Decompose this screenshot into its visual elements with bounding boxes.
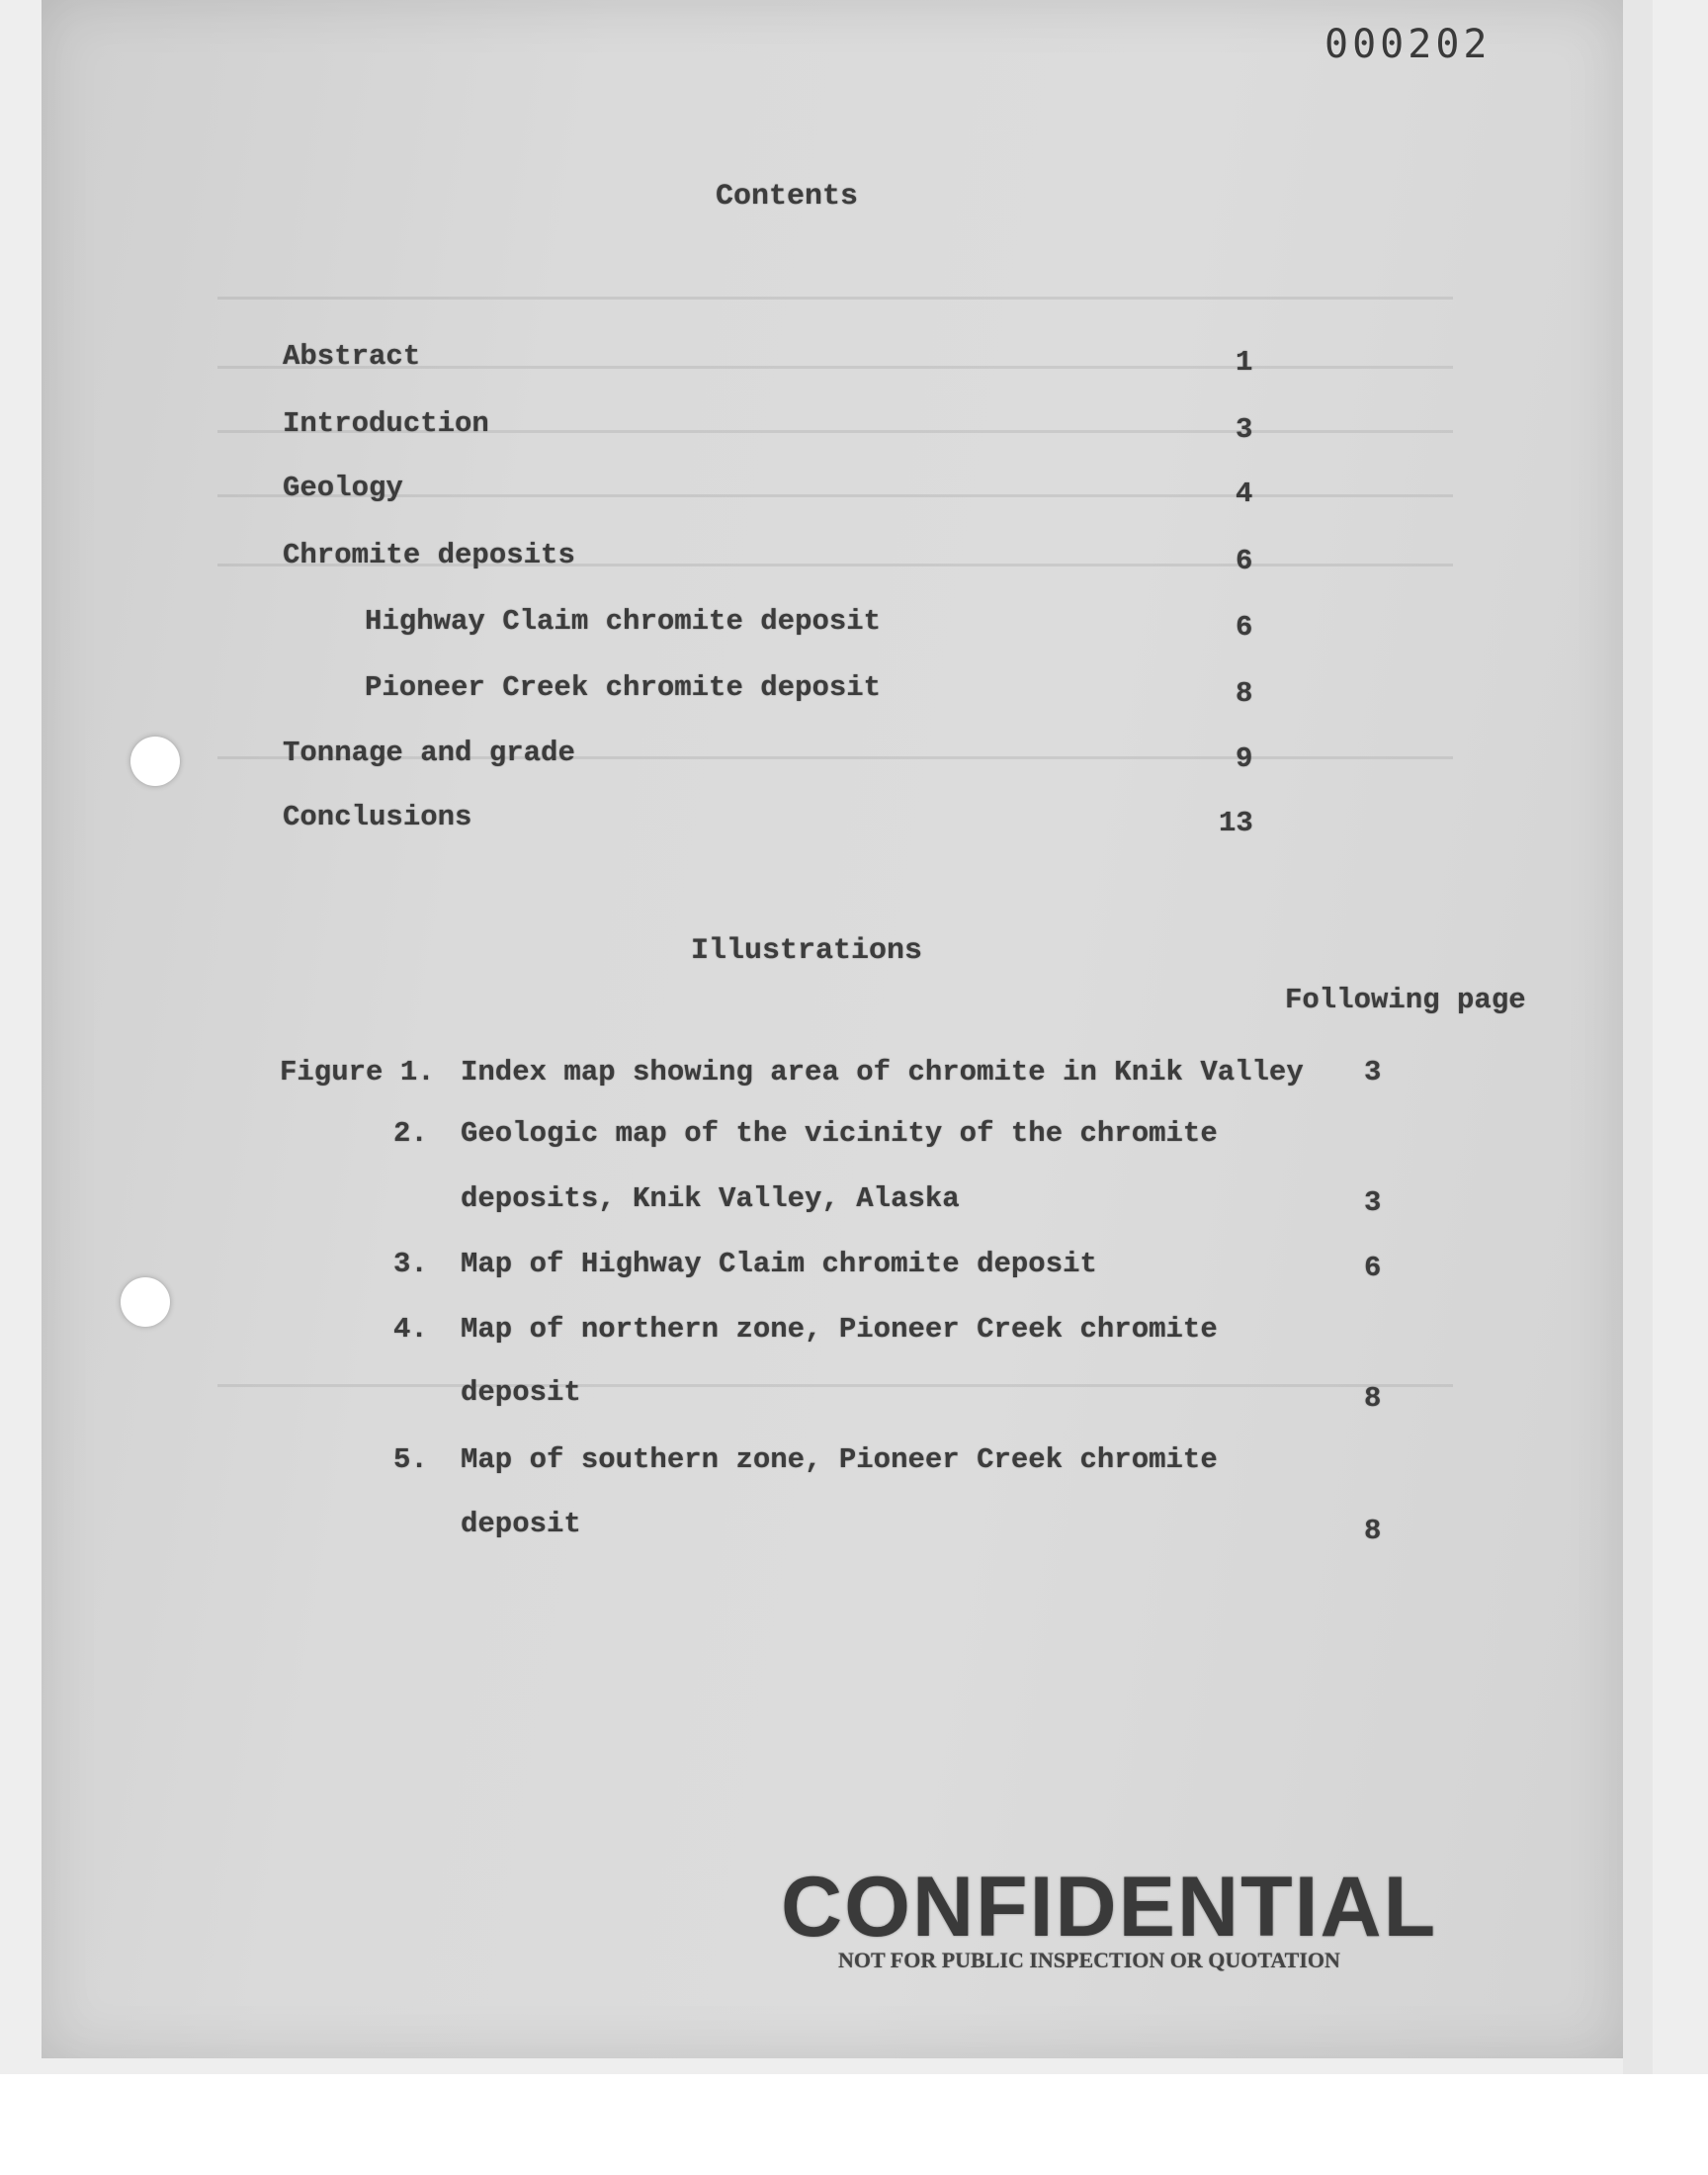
figure-caption: Map of southern zone, Pioneer Creek chromite <box>461 1443 1218 1476</box>
figure-page: 3 <box>1364 1056 1382 1088</box>
contents-entry-page: 8 <box>1236 677 1253 710</box>
figure-label: 2. <box>393 1117 428 1150</box>
contents-entry-title: Abstract <box>283 340 421 373</box>
contents-entry-title: Conclusions <box>283 801 472 833</box>
document-page <box>42 0 1623 2058</box>
contents-entry-title: Tonnage and grade <box>283 737 575 769</box>
figure-page: 6 <box>1364 1252 1382 1284</box>
figure-caption-continued: deposit <box>461 1376 581 1409</box>
confidential-stamp: CONFIDENTIAL <box>781 1860 1438 1955</box>
illustrations-heading: Illustrations <box>691 934 923 968</box>
following-page-label: Following page <box>1285 984 1526 1016</box>
contents-entry-title: Chromite deposits <box>283 539 575 571</box>
contents-entry-page: 1 <box>1236 346 1253 379</box>
figure-caption: Map of northern zone, Pioneer Creek chromite <box>461 1313 1218 1346</box>
figure-label: Figure 1. <box>280 1056 435 1088</box>
contents-subentry-title: Highway Claim chromite deposit <box>365 605 882 638</box>
bleed-through-line <box>217 297 1453 300</box>
contents-entry-page: 4 <box>1236 478 1253 510</box>
confidential-stamp-subtitle: NOT FOR PUBLIC INSPECTION OR QUOTATION <box>838 1948 1340 1972</box>
contents-heading: Contents <box>716 180 859 214</box>
serial-number: 000202 <box>1324 22 1492 67</box>
contents-entry-page: 9 <box>1236 742 1253 775</box>
figure-caption-continued: deposits, Knik Valley, Alaska <box>461 1182 960 1215</box>
figure-label: 4. <box>393 1313 428 1346</box>
figure-page: 8 <box>1364 1515 1382 1547</box>
figure-caption: Index map showing area of chromite in Knik Valley <box>461 1056 1304 1088</box>
figure-page: 3 <box>1364 1186 1382 1219</box>
figure-page: 8 <box>1364 1382 1382 1415</box>
contents-entry-title: Introduction <box>283 407 489 440</box>
contents-subentry-title: Pioneer Creek chromite deposit <box>365 671 882 704</box>
contents-entry-page: 6 <box>1236 611 1253 644</box>
contents-entry-page: 6 <box>1236 545 1253 577</box>
bleed-through-line <box>217 1384 1453 1387</box>
punch-hole <box>121 1277 170 1327</box>
figure-label: 3. <box>393 1248 428 1280</box>
figure-caption: Map of Highway Claim chromite deposit <box>461 1248 1097 1280</box>
contents-entry-page: 3 <box>1236 413 1253 446</box>
figure-caption-continued: deposit <box>461 1508 581 1540</box>
contents-entry-title: Geology <box>283 472 403 504</box>
punch-hole <box>130 737 180 786</box>
figure-caption: Geologic map of the vicinity of the chromite <box>461 1117 1218 1150</box>
figure-label: 5. <box>393 1443 428 1476</box>
scan-edge <box>1623 0 1653 2074</box>
contents-entry-page: 13 <box>1219 807 1253 839</box>
